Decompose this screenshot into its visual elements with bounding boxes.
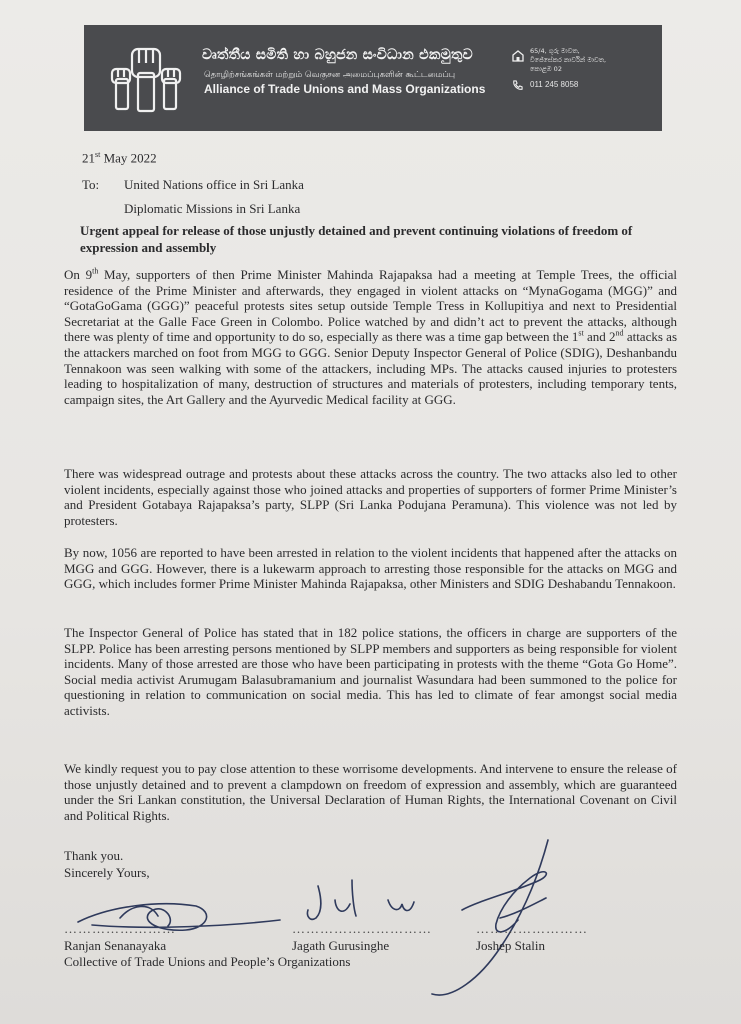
- recipient-diplomatic-missions: Diplomatic Missions in Sri Lanka: [124, 201, 301, 216]
- closing-sign-off: Sincerely Yours,: [64, 865, 150, 880]
- org-name-english: Alliance of Trade Unions and Mass Organizations: [204, 82, 486, 96]
- raised-fists-logo: [106, 39, 186, 119]
- signature-jagath: [307, 880, 414, 919]
- recipient-label: To:: [82, 177, 100, 192]
- phone-icon: [512, 80, 523, 91]
- signatory-jagath-gurusinghe: Jagath Gurusinghe: [292, 938, 390, 953]
- signature-line-2: …………………………: [292, 921, 432, 936]
- address-line: විජේසේකර නාර්වින් මාවත,: [530, 56, 607, 64]
- letter-date: 21st May 2022: [82, 150, 157, 166]
- body-paragraph-1: On 9th May, supporters of then Prime Minister Mahinda Rajapaksa had a meeting at Temple Trees, the official residence of the Prime Minister and afterwards, they engaged in violent attacks on “MynaGogama (MGG)” and “GotaGoGama (GGG)” peaceful protests sites setup outside Temple Tress in Kollupitiya and next to Presidential Secretariat at the Galle Face Green in Colombo. Police watched by and didn’t act to prevent the attacks, although there was plenty of time and opportunity to do so, especially as there was a time gap between the 1st and 2nd attacks as the attackers marched on foot from MGG to GGG. Senior Deputy Inspector General of Police (SDIG), Deshanbandu Tennakoon was seen walking with some of the attackers, including MPs. The attacks caused injuries to protesters leading to hospitalization of many, destruction of structures and materials of protesters, including temporary tents, campaign sites, the Art Gallery and the Ayurvedic Medical facility at GGG.: [64, 266, 678, 407]
- signatory-ranjan-senanayaka: Ranjan Senanayaka: [64, 938, 167, 953]
- collective-name: Collective of Trade Unions and People’s Organizations: [64, 954, 351, 969]
- letterhead-banner: [84, 25, 662, 131]
- body-paragraph-5: We kindly request you to pay close attention to these worrisome developments. And intervene to ensure the release of those unjustly detained and to prevent a clampdown on freedom of expression and assembly, which are guaranteed under the Sri Lankan constitution, the Universal Declaration of Human Rights, the International Covenant on Civil and Political Rights.: [64, 761, 677, 823]
- body-paragraph-3: By now, 1056 are reported to have been arrested in relation to the violent incidents that happened after the attacks on MGG and GGG. However, there is a lukewarm approach to arresting those responsible for the attacks on MGG and GGG, which includes former Prime Minister Mahinda Rajapaksa, other Ministers and SDIG Deshabandu Tennakoon.: [64, 545, 677, 592]
- body-paragraph-2: There was widespread outrage and protests about these attacks across the country. The two attacks also led to other violent incidents, especially against those who joined attacks and properties of supporters of former Prime Minister’s and President Gotabaya Rajapaksa’s party, SLPP (Sri Lanka Podujana Peramuna). This violence was not led by protesters.: [64, 466, 677, 528]
- phone-number: 011 245 8058: [530, 80, 579, 89]
- address-line: කොළඹ 02: [530, 65, 562, 73]
- closing-thanks: Thank you.: [64, 848, 124, 863]
- closing-block: [64, 847, 150, 881]
- letter-subject: Urgent appeal for release of those unjustly detained and prevent continuing violations of freedom of expression and assembly: [80, 223, 633, 255]
- address-line: 65/4, ගුරු මාවත,: [530, 47, 580, 55]
- signatory-joshep-stalin: Joshep Stalin: [476, 938, 545, 953]
- signature-line-1: ……………………: [64, 921, 176, 936]
- address-block: [530, 47, 650, 74]
- signature-joshep: [432, 840, 548, 995]
- recipient-un-office: United Nations office in Sri Lanka: [124, 177, 304, 192]
- body-paragraph-4: The Inspector General of Police has stated that in 182 police stations, the officers in charge are supporters of the SLPP. Police has been arresting persons mentioned by SLPP members and supporters as being responsible for violent incidents. Many of those arrested are those who have been participating in protests with the theme “Gota Go Home”. Social media activist Arumugam Balasubramanium and journalist Wasundara had been summoned to the police for questioning in relation to communication on social media. This has led to climate of fear amongst social media activists.: [64, 625, 677, 718]
- org-name-tamil: தொழிற்சங்கங்கள் மற்றும் வெகுசன அமைப்புகளின் கூட்டமைப்பு: [204, 70, 456, 80]
- building-icon: [512, 50, 524, 62]
- signature-line-3: ……………………: [476, 921, 588, 936]
- org-name-sinhala: වෘත්තීය සමිති හා බහුජන සංවිධාන එකමුතුව: [202, 47, 474, 63]
